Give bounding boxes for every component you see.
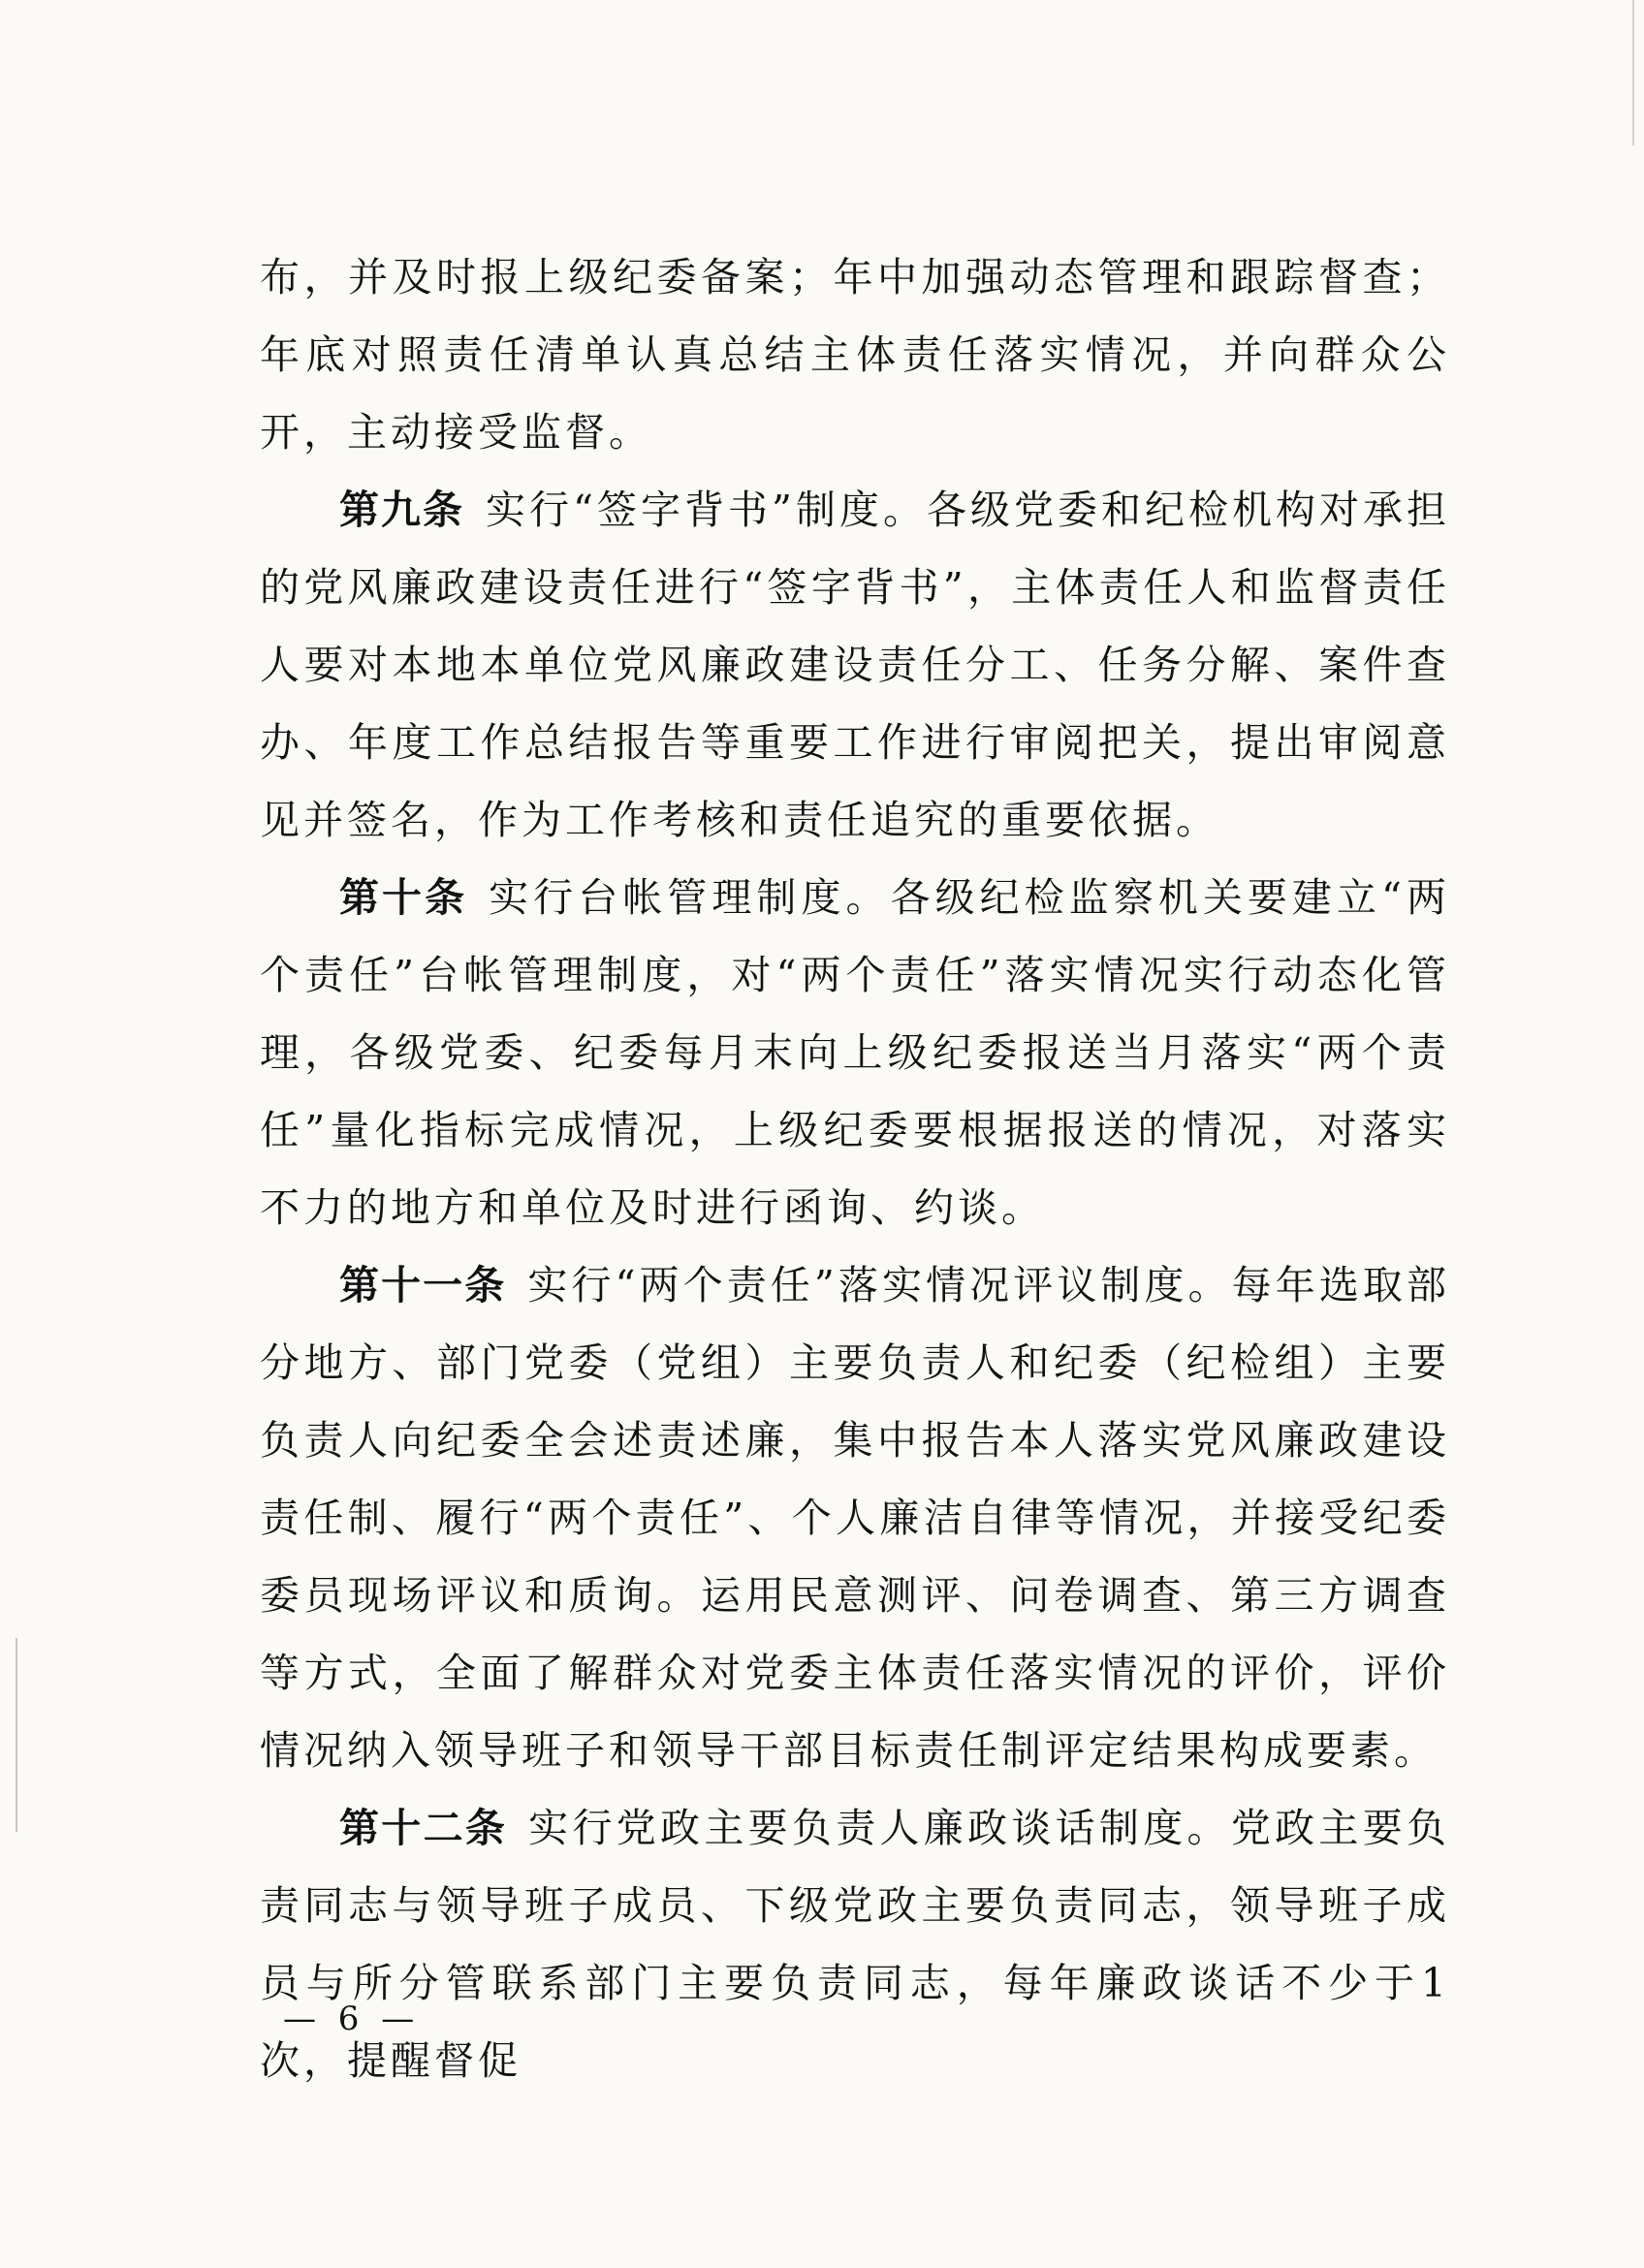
page-number: — 6 —: [283, 2000, 421, 2038]
article-heading: 第十条: [339, 874, 468, 921]
article-heading: 第十一条: [339, 1262, 507, 1308]
paragraph-text: 实行党政主要负责人廉政谈话制度。党政主要负责同志与领导班子成员、下级党政主要负责同志，领导班子成员与所分管联系部门主要负责同志，每年廉政谈话不少于1次，提醒督促: [260, 1805, 1451, 2084]
paragraph-text: 实行“两个责任”落实情况评议制度。每年选取部分地方、部门党委（党组）主要负责人和纪委（纪检组）主要负责人向纪委全会述责述廉，集中报告本人落实党风廉政建设责任制、履行“两个责任”、个人廉洁自律等情况，并接受纪委委员现场评议和质询。运用民意测评、问卷调查、第三方调查等方式，全面了解群众对党委主体责任落实情况的评价，评价情况纳入领导班子和领导干部目标责任制评定结果构成要素。: [260, 1262, 1451, 1774]
article-heading: 第十二条: [339, 1805, 508, 1851]
paragraph-article-12: [260, 1789, 1450, 2099]
paragraph-continuation: [260, 238, 1450, 471]
paragraph-article-11: [260, 1246, 1450, 1789]
paragraph-text: 实行“签字背书”制度。各级党委和纪检机构对承担的党风廉政建设责任进行“签字背书”，主体责任人和监督责任人要对本地本单位党风廉政建设责任分工、任务分解、案件查办、年度工作总结报告等重要工作进行审阅把关，提出审阅意见并签名，作为工作考核和责任追究的重要依据。: [260, 487, 1451, 843]
paragraph-text: 布，并及时报上级纪委备案；年中加强动态管理和跟踪督查；年底对照责任清单认真总结主体责任落实情况，并向群众公开，主动接受监督。: [260, 254, 1450, 456]
document-body: [260, 238, 1450, 2099]
scan-edge-line-right: [1632, 0, 1634, 145]
article-heading: 第九条: [339, 487, 465, 533]
paragraph-text: 实行台帐管理制度。各级纪检监察机关要建立“两个责任”台帐管理制度，对“两个责任”落实情况实行动态化管理，各级党委、纪委每月末向上级纪委报送当月落实“两个责任”量化指标完成情况，上级纪委要根据报送的情况，对落实不力的地方和单位及时进行函询、约谈。: [260, 874, 1451, 1231]
scan-edge-line: [16, 1638, 17, 1832]
paragraph-article-9: [260, 471, 1450, 859]
paragraph-article-10: [260, 859, 1450, 1246]
